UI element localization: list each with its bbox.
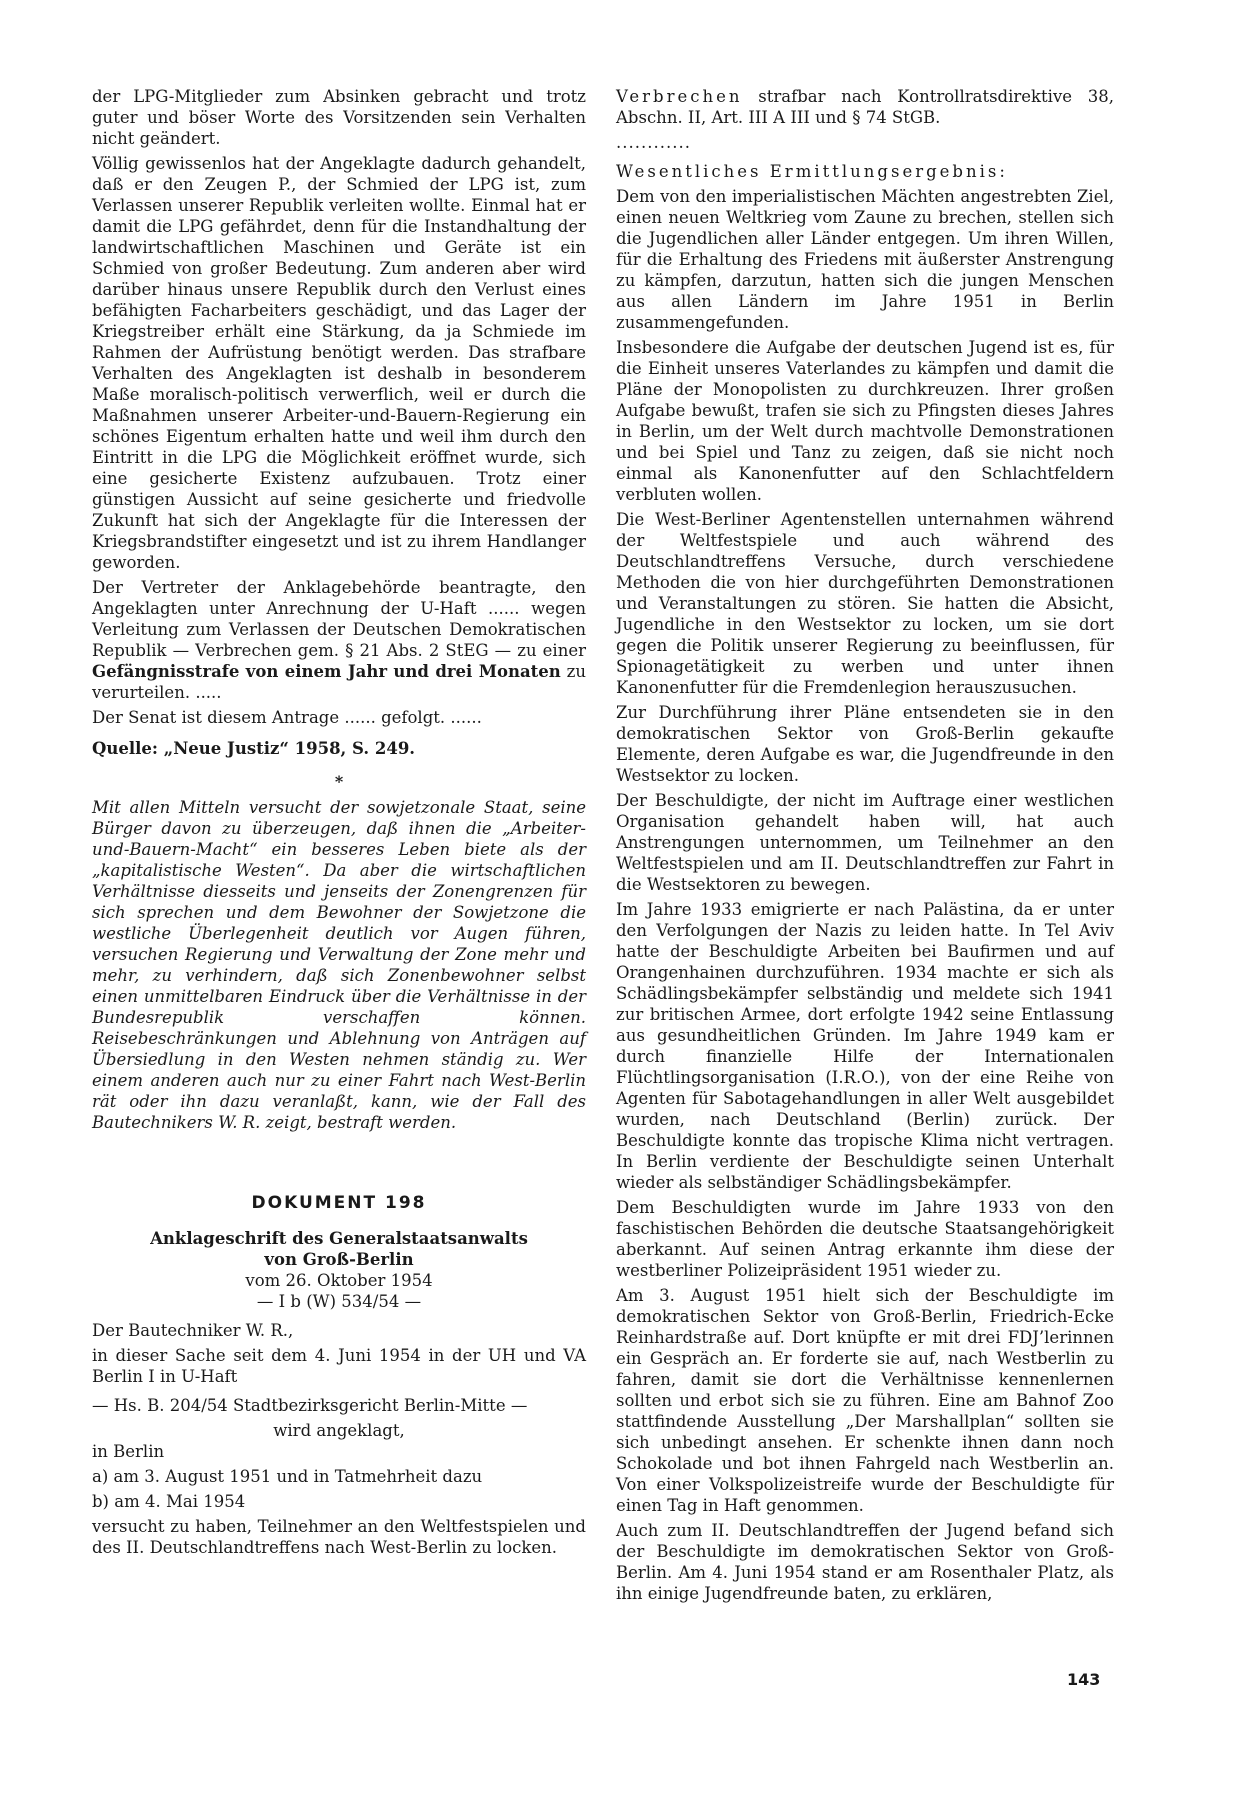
paragraph: der LPG-Mitglieder zum Absinken gebracht und trotz guter und böser Worte des Vorsitzenden sein Verhalten nicht geändert.: [92, 87, 586, 148]
editorial-commentary: Mit allen Mitteln versucht der sowjetzonale Staat, seine Bürger davon zu überzeugen, daß ihnen die „Arbeiter-und-Bauern-Macht“ ein besseres Leben biete als der „kapitalistische Westen“. Da aber die wirtschaftlichen Verhältnisse diesseits und jenseits der Zonengrenzen für sich sprechen und dem Bewohner der Sowjetzone die westliche Überlegenheit deutlich vor Augen führen, versuchen Regierung und Verwaltung der Zone mehr und mehr, zu verhindern, daß sich Zonenbewohner selbst einen unmittelbaren Eindruck über die Verhältnisse in der Bundesrepublik verschaffen können. Reisebeschränkungen und Ablehnung von Anträgen auf Übersiedlung in den Westen nehmen ständig zu. Wer einem anderen auch nur zu einer Fahrt nach West-Berlin rät oder ihn dazu veranlaßt, kann, wie der Fall des Bautechnikers W. R. zeigt, bestraft werden.: [92, 798, 586, 1132]
paragraph: Insbesondere die Aufgabe der deutschen Jugend ist es, für die Einheit unseres Vaterlandes zu kämpfen und damit die Pläne der Monopolisten zu durchkreuzen. Ihrer großen Aufgabe bewußt, trafen sie sich zu Pfingsten dieses Jahres in Berlin, um der Welt durch machtvolle Demonstrationen und bei Spiel und Tanz zu zeigen, daß sie nicht noch einmal als Kanonenfutter auf den Schlachtfeldern verbluten wollen.: [616, 338, 1114, 504]
paragraph: [616, 86, 1114, 128]
document-reference: — I b (W) 534/54 —: [256, 1292, 422, 1311]
document-date: vom 26. Oktober 1954: [245, 1271, 433, 1290]
document-heading: DOKUMENT 198: [251, 1193, 427, 1213]
right-column: [616, 86, 1114, 1608]
text-span: zu verurteilen. .....: [92, 662, 586, 702]
paragraph: in dieser Sache seit dem 4. Juni 1954 in der UH und VA Berlin I in U-Haft: [92, 1346, 586, 1386]
paragraph: versucht zu haben, Teilnehmer an den Weltfestspielen und des II. Deutschlandtreffens nach West-Berlin zu locken.: [92, 1517, 586, 1557]
paragraph: in Berlin: [92, 1442, 165, 1461]
left-column: [92, 86, 586, 1562]
sentence-emphasis: Gefängnisstrafe von einem Jahr und drei Monaten: [92, 662, 561, 681]
paragraph: Der Senat ist diesem Antrage ...... gefolgt. ......: [92, 708, 482, 727]
paragraph: Dem Beschuldigten wurde im Jahre 1933 von den faschistischen Behörden die deutsche Staatsangehörigkeit aberkannt. Auf seinen Antrag erkannte ihm diese der westberliner Polizeipräsident 1951 wieder zu.: [616, 1198, 1114, 1280]
list-item: a) am 3. August 1951 und in Tatmehrheit dazu: [92, 1467, 483, 1486]
section-separator: *: [334, 772, 344, 791]
document-title: Anklageschrift des Generalstaatsanwalts: [150, 1229, 528, 1248]
paragraph: Der Bautechniker W. R.,: [92, 1321, 294, 1340]
text-span: Der Vertreter der Anklagebehörde beantragte, den Angeklagten unter Anrechnung der U-Haft ...... wegen Verleitung zum Verlassen der Deutschen Demokratischen Republik — Verbrechen gem. § 21 Abs. 2 StEG — zu einer: [92, 578, 586, 660]
list-item: b) am 4. Mai 1954: [92, 1492, 246, 1511]
paragraph: wird angeklagt,: [273, 1421, 405, 1440]
paragraph: Dem von den imperialistischen Mächten angestrebten Ziel, einen neuen Weltkrieg vom Zaune zu brechen, stellen sich die Jugendlichen aller Länder entgegen. Um ihren Willen, für die Erhaltung des Friedens mit äußerster Anstrengung zu kämpfen, darzutun, hatten sich die jungen Menschen aus allen Ländern im Jahre 1951 in Berlin zusammengefunden.: [616, 187, 1114, 332]
paragraph: Auch zum II. Deutschlandtreffen der Jugend befand sich der Beschuldigte im demokratischen Sektor von Groß-Berlin. Am 4. Juni 1954 stand er am Rosenthaler Platz, als ihn einige Jugendfreunde baten, zu erklären,: [616, 1521, 1114, 1603]
ellipsis-line: ............: [616, 133, 691, 152]
source-citation: Quelle: „Neue Justiz“ 1958, S. 249.: [92, 739, 416, 758]
paragraph: Völlig gewissenlos hat der Angeklagte dadurch gehandelt, daß er den Zeugen P., der Schmied der LPG ist, zum Verlassen unserer Republik verleiten wollte. Einmal hat er damit die LPG gefährdet, denn für die Instandhaltung der landwirtschaftlichen Maschinen und Geräte ist ein Schmied von großer Bedeutung. Zum anderen aber wird darüber hinaus unsere Republik durch den Verlust eines befähigten Facharbeiters geschädigt, und das Lager der Kriegstreiber erhält eine Stärkung, da ja Schmiede im Rahmen der Aufrüstung benötigt werden. Das strafbare Verhalten des Angeklagten ist deshalb in besonderem Maße moralisch-politisch verwerflich, weil er durch die Maßnahmen unserer Arbeiter-und-Bauern-Regierung ein schönes Eigentum erhalten hatte und weil ihm durch den Eintritt in die LPG die Möglichkeit eröffnet wurde, sich eine gesicherte Existenz aufzubauen. Trotz einer günstigen Aussicht auf seine gesicherte und friedvolle Zukunft hat sich der Angeklagte für die Interessen der Kriegsbrandstifter eingesetzt und ist zu ihrem Handlanger geworden.: [92, 154, 586, 572]
paragraph: Zur Durchführung ihrer Pläne entsendeten sie in den demokratischen Sektor von Groß-Berlin gekaufte Elemente, deren Aufgabe es war, die Jugendfreunde in den Westsektor zu locken.: [616, 703, 1114, 785]
paragraph: Die West-Berliner Agentenstellen unternahmen während der Weltfestspiele und auch während des Deutschlandtreffens Versuche, durch verschiedene Methoden die von hier durchgeführten Demonstrationen und Veranstaltungen zu stören. Sie hatten die Absicht, Jugendliche in den Westsektor zu locken, um sie dort gegen die Politik unserer Regierung zu beeinflussen, für Spionagetätigkeit zu werben und unter ihnen Kanonenfutter für die Fremdenlegion herauszusuchen.: [616, 510, 1114, 697]
paragraph: — Hs. B. 204/54 Stadtbezirksgericht Berlin-Mitte —: [92, 1396, 528, 1415]
text-span: strafbar nach Kontrollratsdirektive 38, Abschn. II, Art. III A III und § 74 StGB.: [616, 87, 1114, 127]
section-heading: Wesentliches Ermittlungsergebnis:: [616, 162, 1008, 181]
paragraph: Im Jahre 1933 emigrierte er nach Palästina, da er unter den Verfolgungen der Nazis zu leiden hatte. In Tel Aviv hatte der Beschuldigte Arbeiten bei Baufirmen und auf Orangenhainen durchzuführen. 1934 machte er sich als Schädlingsbekämpfer selbständig und meldete sich 1941 zur britischen Armee, dort erfolgte 1942 seine Entlassung aus gesundheitlichen Gründen. Im Jahre 1949 kam er durch finanzielle Hilfe der Internationalen Flüchtlingsorganisation (I.R.O.), von der eine Reihe von Agenten für Sabotagehandlungen in aller Welt ausgebildet wurden, nach Deutschland (Berlin) zurück. Der Beschuldigte konnte das tropische Klima nicht vertragen. In Berlin verdiente der Beschuldigte seinen Unterhalt wieder als selbständiger Schädlingsbekämpfer.: [616, 900, 1114, 1192]
paragraph: Der Beschuldigte, der nicht im Auftrage einer westlichen Organisation gehandelt haben will, hat auch Anstrengungen unternommen, um Teilnehmer an den Weltfestspielen und am II. Deutschlandtreffen zur Fahrt in die Westsektoren zu bewegen.: [616, 791, 1114, 894]
document-title-line2: von Groß-Berlin: [264, 1250, 414, 1269]
page-number: 143: [1067, 1670, 1101, 1689]
paragraph: [92, 577, 586, 703]
spaced-word: Verbrechen: [616, 87, 743, 106]
paragraph: Am 3. August 1951 hielt sich der Beschuldigte im demokratischen Sektor von Groß-Berlin, Friedrich-Ecke Reinhardstraße auf. Dort knüpfte er mit drei FDJ’lerinnen ein Gespräch an. Er forderte sie auf, nach Westberlin zu fahren, damit sie dort die Verhältnisse kennenlernen sollten und erbot sich sie zu führen. Eine am Bahnof Zoo stattfindende Ausstellung „Der Marshallplan“ sollten sie sich unbedingt ansehen. Er schenkte ihnen dann noch Schokolade und bot ihnen Fahrgeld nach Westberlin an. Von einer Volkspolizeistreife wurde der Beschuldigte für einen Tag in Haft genommen.: [616, 1286, 1114, 1515]
